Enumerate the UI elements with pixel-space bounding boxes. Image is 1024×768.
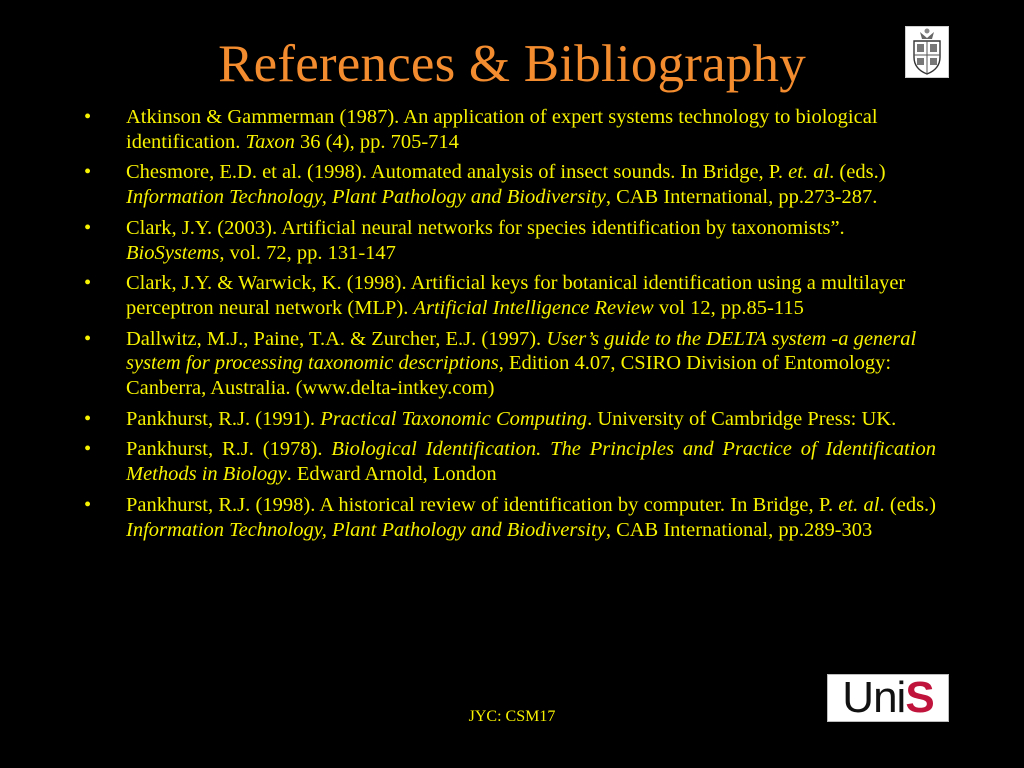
bullet-icon: • (84, 327, 92, 350)
reference-italic-text: et. al (838, 493, 880, 516)
reference-text: , CAB International, pp.289-303 (605, 518, 873, 541)
reference-list (84, 105, 936, 548)
reference-item (84, 407, 936, 432)
bullet-icon: • (84, 161, 92, 184)
crest-graphic (906, 27, 948, 77)
bullet-icon: • (84, 106, 92, 128)
reference-italic-text: Information Technology, Plant Pathology and Biodiversity (126, 186, 606, 209)
reference-text: Pankhurst, R.J. (1978). (126, 438, 332, 461)
slide-footer: JYC: CSM17 (468, 708, 556, 725)
reference-italic-text: User’s guide to the DELTA system -a general system for processing taxonomic descriptions (126, 327, 917, 375)
reference-italic-text: Biological Identification. The Principles and Practice of Identification Methods in Biology (126, 438, 936, 486)
reference-text: Pankhurst, R.J. (1991). (126, 407, 321, 430)
reference-italic-text: Artificial Intelligence Review (413, 296, 654, 319)
reference-text: . Edward Arnold, London (286, 463, 497, 486)
reference-text: Atkinson & Gammerman (1987). An application of expert systems technology to biological identification. (126, 106, 878, 153)
reference-italic-text: et. al (788, 161, 830, 184)
reference-text: , Edition 4.07, CSIRO Division of Entomology: Canberra, Australia. (www.delta-intkey.com) (126, 352, 892, 400)
reference-text: vol 12, pp.85-115 (653, 296, 804, 319)
slide-title: References & Bibliography (218, 35, 806, 93)
logo-text-accent: S (905, 673, 934, 722)
reference-text: 36 (4), pp. 705-714 (294, 130, 459, 153)
reference-text: . (eds.) (879, 493, 936, 516)
reference-text: Clark, J.Y. & Warwick, K. (1998). Artificial keys for botanical identification using a multilayer perceptron neural network (MLP). (126, 272, 906, 319)
reference-text: Clark, J.Y. (2003). Artificial neural networks for species identification by taxonomists”. (126, 216, 845, 239)
reference-item (84, 437, 936, 486)
reference-item (84, 160, 936, 209)
bullet-icon: • (84, 493, 92, 516)
bullet-icon: • (84, 407, 92, 430)
reference-text: Dallwitz, M.J., Paine, T.A. & Zurcher, E.J. (1997). (126, 327, 547, 350)
university-crest-icon (905, 26, 949, 78)
reference-text: , CAB International, pp.273-287. (605, 186, 878, 209)
reference-item (84, 105, 936, 154)
reference-item (84, 327, 936, 401)
reference-italic-text: BioSystems (126, 241, 220, 264)
reference-item (84, 493, 936, 542)
bullet-icon: • (84, 438, 92, 461)
logo-text-main: Uni (842, 673, 906, 722)
reference-italic-text: Information Technology, Plant Pathology and Biodiversity (126, 518, 606, 541)
reference-item (84, 216, 936, 265)
reference-text: Pankhurst, R.J. (1998). A historical review of identification by computer. In Bridge, P. (126, 493, 839, 516)
bullet-icon: • (84, 272, 92, 295)
bullet-icon: • (84, 216, 92, 239)
unis-logo (827, 674, 949, 722)
reference-text: . University of Cambridge Press: UK. (587, 407, 897, 430)
reference-item (84, 271, 936, 320)
reference-text: . (eds.) (829, 161, 886, 184)
reference-italic-text: Practical Taxonomic Computing (320, 407, 588, 430)
reference-text: , vol. 72, pp. 131-147 (219, 241, 396, 264)
reference-text: Chesmore, E.D. et al. (1998). Automated analysis of insect sounds. In Bridge, P. (126, 161, 789, 184)
reference-italic-text: Taxon (245, 130, 295, 153)
